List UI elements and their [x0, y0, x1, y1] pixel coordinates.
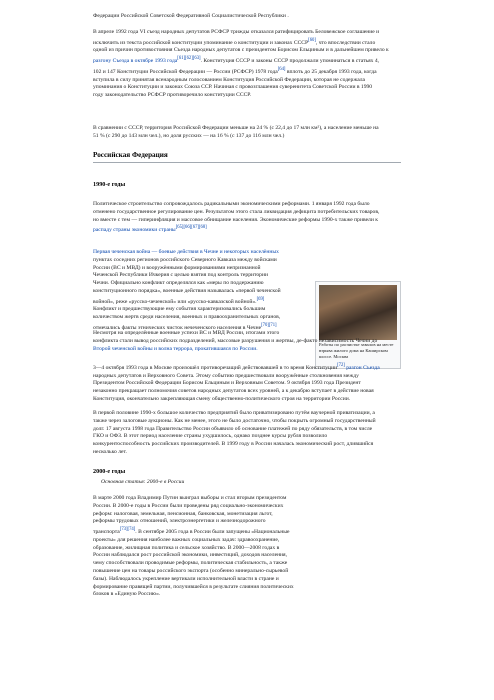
section-title-2000s: 2000-е годы	[93, 468, 126, 475]
top-line: Федерации Российской Советской Федеративной Социалистической Республики .	[93, 13, 289, 19]
ref-64[interactable]: [64]	[277, 66, 286, 72]
thumbnail-figure[interactable]	[315, 281, 401, 369]
section-title-1990s: 1990-е годы	[93, 181, 126, 188]
link-dissolution[interactable]: разгон Съезда	[344, 364, 380, 371]
figure-caption: Работы по расчистке завалов на месте взрыва жилого дома на Каширском шоссе. Москва	[319, 342, 394, 359]
link-economy[interactable]: распаду страны экономики страны	[93, 227, 176, 234]
section-title-rf: Российская Федерация	[93, 151, 168, 159]
ref-69[interactable]: [69]	[256, 296, 265, 302]
ref-61-63[interactable]: [61][62][63]	[177, 56, 201, 62]
ref-72[interactable]: [72]	[337, 363, 345, 368]
link-razgon[interactable]: разгону Съезда в октябре 1993 года	[93, 58, 178, 65]
paragraph-1993: 3—4 октября 1993 года в Москве произошёл противоречащий действовавшей в то время Конституции[72] разгон Съезда народных депутатов и Верховного Совета. Этому событию предшествовали вооружённые столкновения между Президентом Российской Федерации Борисом Ельциным и Верховным Советом. 9 октября 1993 года Президент незаконно прекращает полномочия советов народных депутатов всех уровней, а к декабрю вступает в действие новая Конституция, окончательно закрепляющая смену общественно-политического строя на территории России.	[93, 363, 380, 403]
paragraph-2000s: В марте 2000 года Владимир Путин выиграл выборы и стал вторым президентом России. В 2000-е годы в России были проведены ряд социально-экономических реформ: налоговая, земельная, пенсионная, банковская, монетизация льгот, реформы трудовых отношений, электроэнергетики и железнодорожного транспорта[73][74]. В сентябре 2005 года в России были запущены «Национальные проекты» для решения наиболее важных социальных задач: здравоохранение, образование, жилищная политика и сельское хозяйство. В 2000—2008 годах в России наблюдался рост российской экономики, инвестиций, доходов населения, чему способствовали проводимые реформы, политическая стабильность, а также повышение цен на товары российского экспорта (особенно минерально-сырьевой базы). Наблюдалось укрепление вертикали исполнительной власти в стране и формирование правящей партии, получившейся в результате слияния политических блоков в «Единую Россию».	[93, 495, 294, 598]
paragraph-conflict: Несмотря на определённые военные успехи ВС и МВД России, итогами этого конфликта стали вывод российских подразделений, массовые разрушения и жертвы, де-факто независимость Чечни до Второй чеченской войны и волна террора, прокатившаяся по России.	[93, 330, 378, 352]
paragraph-area: В сравнении с СССР, территория Российской Федерации меньше на 24 % (с 22,4 до 17 млн км²), а население меньше на 51 % (с 290 до 143 млн чел.), но доля русских — на 16 % (с 137 до 116 млн чел.)	[93, 125, 379, 139]
link-second-chechen-war[interactable]: Второй чеченской войны и волна террора, прокатившаяся по России.	[93, 345, 258, 352]
ref-65-68[interactable]: [65][66][67][68]	[175, 225, 207, 231]
paragraph-late-1990s: В первой половине 1990-х большое количество предприятий было приватизировано путём ваучерной приватизации, а также через залоговые аукционы. Как не менее, этого не было достаточно, чтобы покрыть огромный государственный долг. 17 августа 1998 года Правительство России объявило об основание платежей по ряду обязательств, в том числе ГКО и ОФЗ. В этот период население страны ухудшилось, однако позднее курсы рубля позволило конкурентоспособность российских производителей. В 1999 году в России началась экономический рост, длившийся несколько лет.	[93, 410, 376, 455]
paragraph-1992: В апреле 1992 года VI съезд народных депутатов РСФСР трижды отказался ратифицировать Беловежское соглашение и исключить из текста российской конституции упоминание о конституции и законах СССР[60], что впоследствии стало одной из причин противостояния Съезда народных депутатов с президентом Борисом Ельциным и в дальнейшем привело к разгону Съезда в октябре 1993 года[61][62][63]. Конституция СССР и законы СССР продолжали упоминаться в статьях 4, 102 и 147 Конституции Российской Федерации — России (РСФСР) 1978 года[64] вплоть до 25 декабря 1993 года, когда вступила в силу принятая всенародным голосованием Конституция Российской Федерации, которая не содержала упоминания о Конституции и законах Союза ССР. Начиная с провозглашения суверенитета Советской России в 1990 году законодательство РСФСР противоречило конституции СССР.	[93, 29, 389, 99]
section-divider	[93, 162, 401, 163]
ref-70-71[interactable]: [70][71]	[261, 323, 277, 329]
ref-73-74[interactable]: [73][74]	[119, 527, 136, 533]
paragraph-chechnya: Первая чеченская война — боевые действия в Чечне и некоторых населённых пунктах соседних регионов российского Северного Кавказа между войсками России (ВС и МВД) и вооружёнными формированиями непризнанной Чеченской Республики Ичкерия с целью взятия под контроль территории Чечни. Официально конфликт определялся как «меры по поддержанию конституционного порядка», военные действия называлась «первой чеченской войной», реже «русско-чеченской» или «русско-кавказской войной».[69] Конфликт и предшествующие ему события характеризовались большим количеством жертв среди населения, военных и правоохранительных органов, отмечались факты этнических чисток нечеченского населения в Чечне[70][71]	[93, 249, 281, 331]
link-first-chechen-war[interactable]: Первая чеченская война — боевые действия в Чечне и некоторых населённых	[93, 249, 279, 255]
main-article-note[interactable]: Основная статья: 2000-е в России	[101, 479, 185, 485]
paragraph-1990s: Политическое строительство сопровождалось радикальными экономическими реформами. 1 января 1992 года было отменено государственное регулирование цен. Результатом этого стала ликвидация дефицита потребительских товаров, но вместе с тем — гиперинфляция и массовое обнищание населения. Экономические реформы 1990-х также привели к распаду страны экономики страны[65][66][67][68]	[93, 201, 380, 234]
ref-60[interactable]: [60]	[308, 37, 316, 43]
